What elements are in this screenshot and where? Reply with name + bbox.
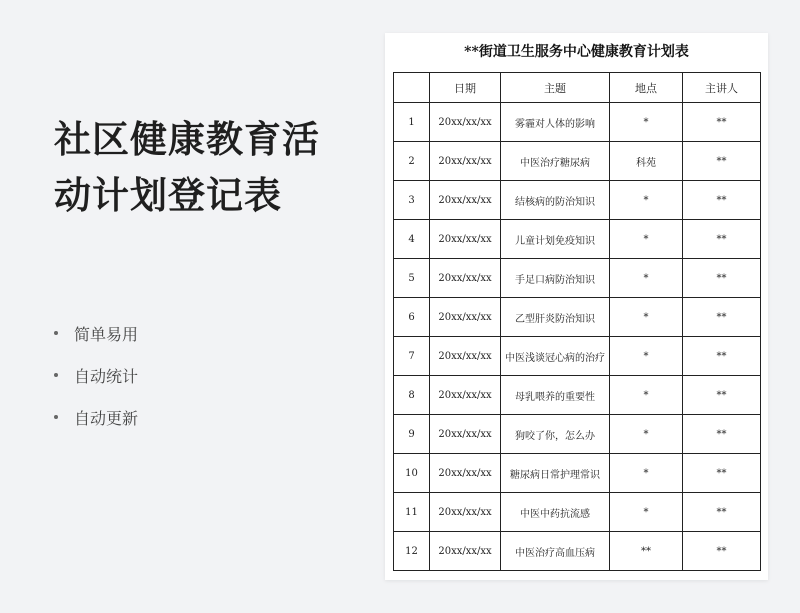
cell-topic: 中医治疗高血压病 <box>501 532 610 571</box>
cell-no: 5 <box>394 259 430 298</box>
feature-item <box>54 312 138 354</box>
page-title <box>54 112 374 224</box>
cell-speaker: ** <box>683 415 761 454</box>
cell-no: 6 <box>394 298 430 337</box>
cell-place: * <box>610 493 683 532</box>
cell-place: * <box>610 220 683 259</box>
cell-no: 1 <box>394 103 430 142</box>
cell-date: 20xx/xx/xx <box>430 415 501 454</box>
table-row <box>394 103 761 142</box>
sheet-title: **街道卫生服务中心健康教育计划表 <box>464 44 689 60</box>
cell-place: * <box>610 415 683 454</box>
feature-label: 自动更新 <box>74 408 139 428</box>
cell-date: 20xx/xx/xx <box>430 454 501 493</box>
table-row <box>394 259 761 298</box>
cell-no: 10 <box>394 454 430 493</box>
feature-item <box>54 354 138 396</box>
bullet-icon <box>54 415 58 419</box>
promo-panel <box>54 112 374 224</box>
cell-no: 8 <box>394 376 430 415</box>
cell-place: * <box>610 376 683 415</box>
cell-place: ** <box>610 532 683 571</box>
cell-speaker: ** <box>683 220 761 259</box>
header-place: 地点 <box>610 73 683 103</box>
table-row <box>394 337 761 376</box>
cell-speaker: ** <box>683 376 761 415</box>
table-row <box>394 220 761 259</box>
cell-date: 20xx/xx/xx <box>430 142 501 181</box>
cell-topic: 手足口病防治知识 <box>501 259 610 298</box>
cell-date: 20xx/xx/xx <box>430 220 501 259</box>
cell-no: 3 <box>394 181 430 220</box>
cell-place: * <box>610 181 683 220</box>
feature-list <box>54 312 138 438</box>
cell-topic: 乙型肝炎防治知识 <box>501 298 610 337</box>
cell-no: 7 <box>394 337 430 376</box>
cell-speaker: ** <box>683 142 761 181</box>
table-row <box>394 532 761 571</box>
header-date: 日期 <box>430 73 501 103</box>
cell-speaker: ** <box>683 454 761 493</box>
header-no <box>394 73 430 103</box>
cell-place: * <box>610 103 683 142</box>
cell-topic: 中医中药抗流感 <box>501 493 610 532</box>
cell-date: 20xx/xx/xx <box>430 493 501 532</box>
table-row <box>394 376 761 415</box>
header-topic: 主题 <box>501 73 610 103</box>
feature-label: 自动统计 <box>74 366 139 386</box>
cell-no: 12 <box>394 532 430 571</box>
cell-speaker: ** <box>683 298 761 337</box>
table-row <box>394 298 761 337</box>
cell-topic: 雾霾对人体的影响 <box>501 103 610 142</box>
cell-speaker: ** <box>683 532 761 571</box>
cell-topic: 结核病的防治知识 <box>501 181 610 220</box>
table-row <box>394 493 761 532</box>
cell-topic: 狗咬了你，怎么办 <box>501 415 610 454</box>
cell-topic: 中医浅谈冠心病的治疗 <box>501 337 610 376</box>
cell-date: 20xx/xx/xx <box>430 259 501 298</box>
cell-date: 20xx/xx/xx <box>430 298 501 337</box>
header-speaker: 主讲人 <box>683 73 761 103</box>
cell-date: 20xx/xx/xx <box>430 181 501 220</box>
cell-date: 20xx/xx/xx <box>430 376 501 415</box>
cell-no: 11 <box>394 493 430 532</box>
page-title-line-1: 社区健康教育活 <box>54 118 320 161</box>
cell-place: * <box>610 454 683 493</box>
table-row <box>394 181 761 220</box>
cell-speaker: ** <box>683 259 761 298</box>
cell-topic: 糖尿病日常护理常识 <box>501 454 610 493</box>
bullet-icon <box>54 331 58 335</box>
cell-speaker: ** <box>683 337 761 376</box>
cell-speaker: ** <box>683 181 761 220</box>
cell-topic: 中医治疗糖尿病 <box>501 142 610 181</box>
cell-date: 20xx/xx/xx <box>430 532 501 571</box>
cell-place: * <box>610 298 683 337</box>
table-row <box>394 415 761 454</box>
cell-date: 20xx/xx/xx <box>430 103 501 142</box>
cell-date: 20xx/xx/xx <box>430 337 501 376</box>
cell-no: 2 <box>394 142 430 181</box>
cell-no: 4 <box>394 220 430 259</box>
cell-speaker: ** <box>683 103 761 142</box>
cell-topic: 母乳喂养的重要性 <box>501 376 610 415</box>
cell-topic: 儿童计划免疫知识 <box>501 220 610 259</box>
feature-item <box>54 396 138 438</box>
cell-place: * <box>610 337 683 376</box>
feature-label: 简单易用 <box>74 324 139 344</box>
cell-no: 9 <box>394 415 430 454</box>
table-body <box>394 103 761 571</box>
document-preview <box>385 33 768 580</box>
table-header-row <box>394 73 761 103</box>
cell-place: * <box>610 259 683 298</box>
table-row <box>394 142 761 181</box>
cell-place: 科苑 <box>610 142 683 181</box>
page-title-line-2: 动计划登记表 <box>54 174 282 217</box>
table-row <box>394 454 761 493</box>
plan-table <box>393 72 761 571</box>
bullet-icon <box>54 373 58 377</box>
cell-speaker: ** <box>683 493 761 532</box>
